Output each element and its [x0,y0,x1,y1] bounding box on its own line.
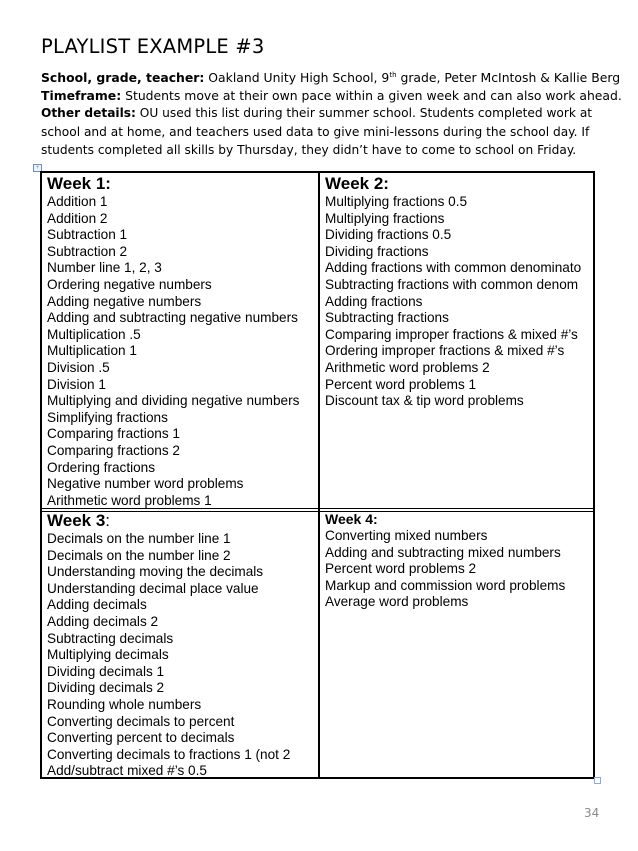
list-item: Subtracting fractions [325,310,449,326]
week-1-heading: Week 1: [47,174,111,193]
list-item: Adding and subtracting mixed numbers [325,544,561,560]
list-item: Adding and subtracting negative numbers [47,310,298,326]
table-resize-handle[interactable] [594,777,601,784]
table-move-handle-icon[interactable]: + [33,164,42,172]
list-item: Converting percent to decimals [47,730,235,746]
list-item: Simplifying fractions [47,409,168,425]
week-1-list [47,194,317,508]
week-2-heading: Week 2: [325,174,389,193]
list-item: Comparing fractions 1 [47,426,180,442]
timeframe-label: Timeframe: [41,88,122,103]
list-item: Subtracting decimals [47,630,174,646]
list-item: Dividing decimals 1 [47,663,165,679]
list-item: Addition 2 [47,210,108,226]
list-item: Arithmetic word problems 2 [325,359,490,375]
week-3-list [47,531,317,777]
details-value: OU used this list during their summer school. Students completed work at school and at home, and teachers used data to give mini-lessons during the school day. If students completed all skills by Thursday, they didn’t have to come to school on Friday. [41,106,593,157]
list-item: Comparing fractions 2 [47,442,180,458]
list-item: Subtraction 2 [47,243,128,259]
list-item: Multiplying fractions 0.5 [325,194,468,209]
week-2-cell [325,174,593,508]
list-item: Addition 1 [47,194,108,209]
list-item: Ordering negative numbers [47,276,212,292]
other-details [41,104,601,160]
list-item: Percent word problems 2 [325,561,477,577]
list-item: Ordering improper fractions & mixed #’s [325,343,565,359]
week-4-list [325,528,593,611]
school-label: School, grade, teacher: [41,70,205,85]
week-1-cell [47,174,317,508]
grade-suffix: th [389,70,397,79]
school-info [41,70,620,85]
list-item: Adding negative numbers [47,293,202,309]
week-3-heading-text: Week 3 [47,511,106,530]
list-item: Adding decimals 2 [47,613,159,629]
list-item: Dividing fractions 0.5 [325,227,452,243]
page-number: 34 [584,806,600,820]
table-column-divider [318,171,320,779]
list-item: Multiplying and dividing negative numbers [47,393,300,409]
list-item: Comparing improper fractions & mixed #’s [325,326,578,342]
week-4-cell [325,511,593,777]
timeframe-info [41,88,622,103]
list-item: Converting decimals to fractions 1 (not 2 [47,746,291,762]
list-item: Arithmetic word problems 1 [47,492,212,508]
list-item: Multiplication 1 [47,343,137,359]
list-item: Multiplying decimals [47,647,169,663]
list-item: Decimals on the number line 1 [47,531,231,546]
list-item: Multiplying fractions [325,210,445,226]
list-item: Discount tax & tip word problems [325,393,524,409]
list-item: Multiplication .5 [47,326,141,342]
list-item: Division .5 [47,359,110,375]
list-item: Ordering fractions [47,459,156,475]
list-item: Decimals on the number line 2 [47,547,231,563]
week-3-heading-colon: : [105,511,111,530]
list-item: Adding fractions [325,293,423,309]
list-item: Number line 1, 2, 3 [47,260,162,276]
list-item: Add/subtract mixed #’s 0.5 [47,763,207,777]
list-item: Average word problems [325,594,469,610]
list-item: Converting decimals to percent [47,713,235,729]
page-title: PLAYLIST EXAMPLE #3 [41,35,265,58]
school-value-pre: Oakland Unity High School, 9 [208,70,390,85]
list-item: Adding fractions with common denominato [325,260,582,276]
school-value-post: grade, Peter McIntosh & Kallie Berg [396,70,621,85]
week-3-cell [47,511,317,777]
list-item: Understanding decimal place value [47,580,259,596]
week-2-list [325,194,593,410]
week-4-heading: Week 4: [325,511,378,527]
list-item: Rounding whole numbers [47,696,202,712]
list-item: Adding decimals [47,597,147,613]
week-3-heading [47,511,317,531]
timeframe-value: Students move at their own pace within a given week and can also work ahead. [125,88,622,103]
list-item: Markup and commission word problems [325,577,566,593]
list-item: Division 1 [47,376,106,392]
list-item: Dividing decimals 2 [47,680,165,696]
list-item: Dividing fractions [325,243,429,259]
list-item: Subtracting fractions with common denom [325,276,579,292]
details-label: Other details: [41,106,136,120]
list-item: Converting mixed numbers [325,528,488,543]
list-item: Subtraction 1 [47,227,128,243]
list-item: Percent word problems 1 [325,376,477,392]
list-item: Negative number word problems [47,476,244,492]
list-item: Understanding moving the decimals [47,564,264,580]
